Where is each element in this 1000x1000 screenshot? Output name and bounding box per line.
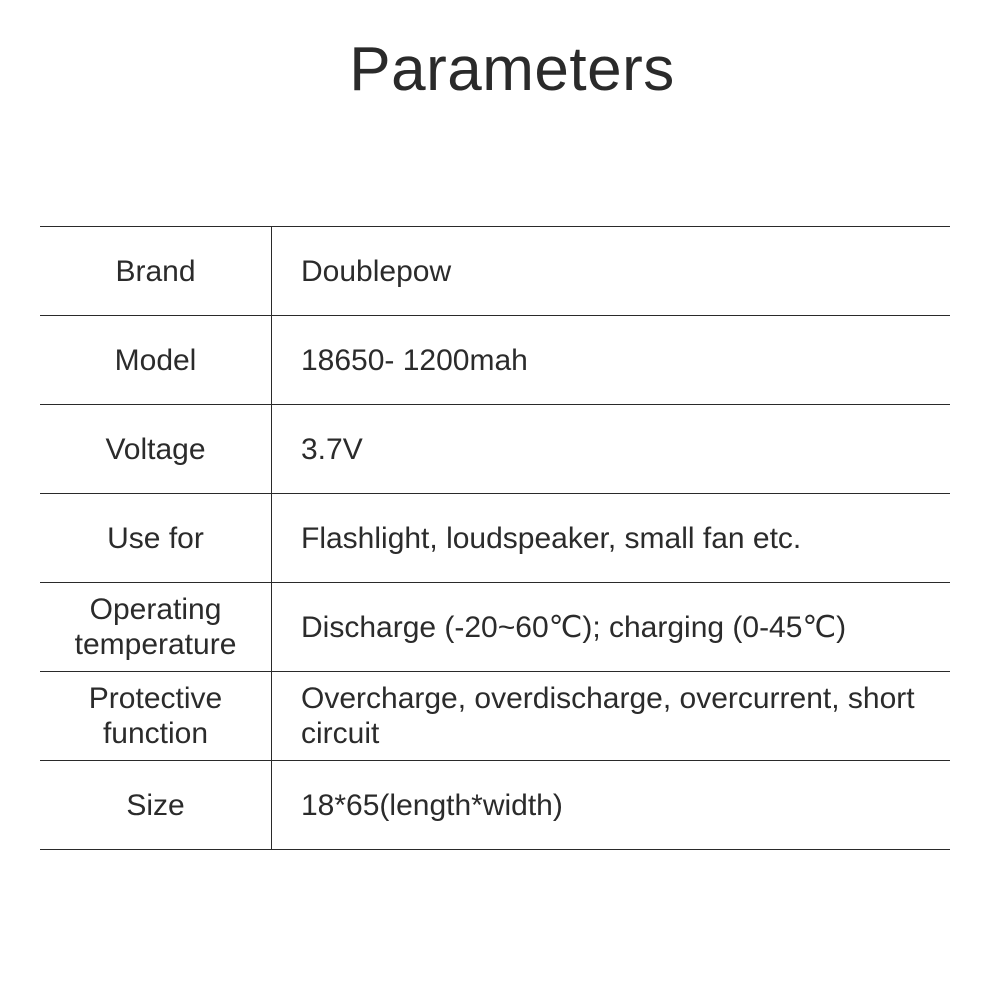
table-row-model — [40, 316, 950, 405]
page-title: Parameters — [349, 35, 675, 104]
row-label: Protective function — [40, 672, 272, 761]
row-label: Size — [40, 761, 272, 850]
table-row-use-for — [40, 494, 950, 583]
table-row-voltage — [40, 405, 950, 494]
row-label: Brand — [40, 227, 272, 316]
row-value: Overcharge, overdischarge, overcurrent, short circuit — [272, 672, 951, 761]
row-label: Operating temperature — [40, 583, 272, 672]
row-label: Model — [40, 316, 272, 405]
row-label: Use for — [40, 494, 272, 583]
table-row-size — [40, 761, 950, 850]
row-value: Flashlight, loudspeaker, small fan etc. — [272, 494, 951, 583]
row-value: 18*65(length*width) — [272, 761, 951, 850]
row-value: Discharge (-20~60℃); charging (0-45℃) — [272, 583, 951, 672]
table-row-brand — [40, 227, 950, 316]
row-value: 18650- 1200mah — [272, 316, 951, 405]
table-row-protective-function — [40, 672, 950, 761]
parameters-table — [40, 226, 950, 850]
row-value: Doublepow — [272, 227, 951, 316]
row-value: 3.7V — [272, 405, 951, 494]
row-label: Voltage — [40, 405, 272, 494]
table-row-operating-temperature — [40, 583, 950, 672]
